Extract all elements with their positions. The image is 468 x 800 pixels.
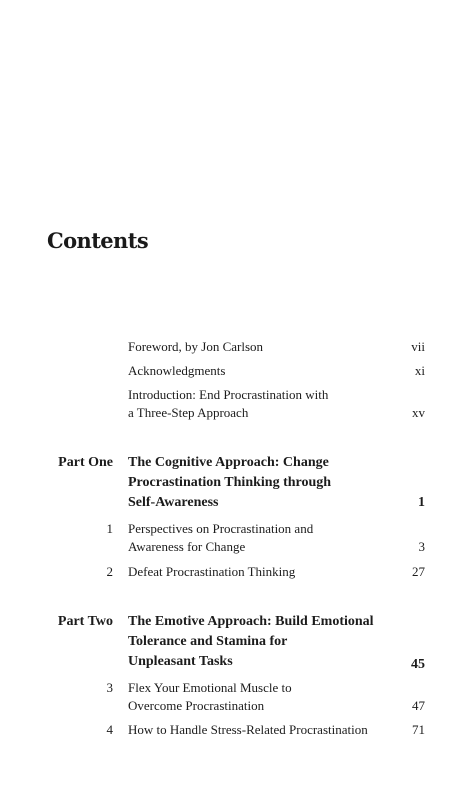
contents-heading: Contents [47, 228, 149, 253]
toc-part-page: 45 [411, 657, 425, 672]
toc-chapter-number: 3 [106, 680, 113, 695]
toc-chapter-title [128, 520, 398, 556]
toc-chapter-title-line: Awareness for Change [128, 539, 246, 554]
toc-chapter-page: 27 [412, 564, 425, 579]
toc-entry-page: vii [411, 339, 425, 354]
toc-entry-title-line: Foreword, by Jon Carlson [128, 339, 264, 354]
toc-chapter-title-line: Defeat Procrastination Thinking [128, 564, 296, 579]
toc-chapter-number: 4 [106, 722, 113, 737]
toc-entry-title [128, 338, 398, 356]
toc-entry-title-line: Acknowledgments [128, 363, 226, 378]
toc-part-title-line: Unpleasant Tasks [128, 654, 233, 669]
toc-chapter-page: 47 [412, 698, 425, 713]
toc-chapter-title-line: Flex Your Emotional Muscle to [128, 680, 292, 695]
toc-entry-title-line: Introduction: End Procrastination with [128, 387, 329, 402]
toc-chapter-page: 71 [412, 722, 425, 737]
toc-part-title [128, 612, 398, 672]
toc-part-title-line: Self-Awareness [128, 495, 219, 510]
toc-chapter-title [128, 679, 398, 715]
toc-part-label: Part One [58, 455, 113, 470]
toc-part-page: 1 [418, 495, 425, 510]
toc-entry-title [128, 386, 398, 422]
toc-part-title-line: The Emotive Approach: Build Emotional [128, 614, 374, 629]
toc-part-label: Part Two [57, 614, 113, 629]
toc-part-title-line: Procrastination Thinking through [128, 475, 332, 490]
toc-part-title [128, 453, 398, 513]
toc-entry-title-line: a Three-Step Approach [128, 405, 249, 420]
toc-chapter-number: 2 [106, 564, 113, 579]
toc-entry-page: xv [412, 405, 425, 420]
toc-chapter-title [128, 721, 398, 739]
toc-part-title-line: Tolerance and Stamina for [128, 634, 288, 649]
toc-entry-title [128, 362, 398, 380]
toc-chapter-title-line: How to Handle Stress-Related Procrastination [128, 722, 368, 737]
toc-part-title-line: The Cognitive Approach: Change [128, 455, 329, 470]
toc-chapter-title [128, 563, 398, 581]
toc-chapter-number: 1 [106, 521, 113, 536]
toc-chapter-title-line: Overcome Procrastination [128, 698, 265, 713]
toc-entry-page: xi [414, 363, 425, 378]
toc-chapter-page: 3 [418, 539, 425, 554]
toc-chapter-title-line: Perspectives on Procrastination and [128, 521, 314, 536]
